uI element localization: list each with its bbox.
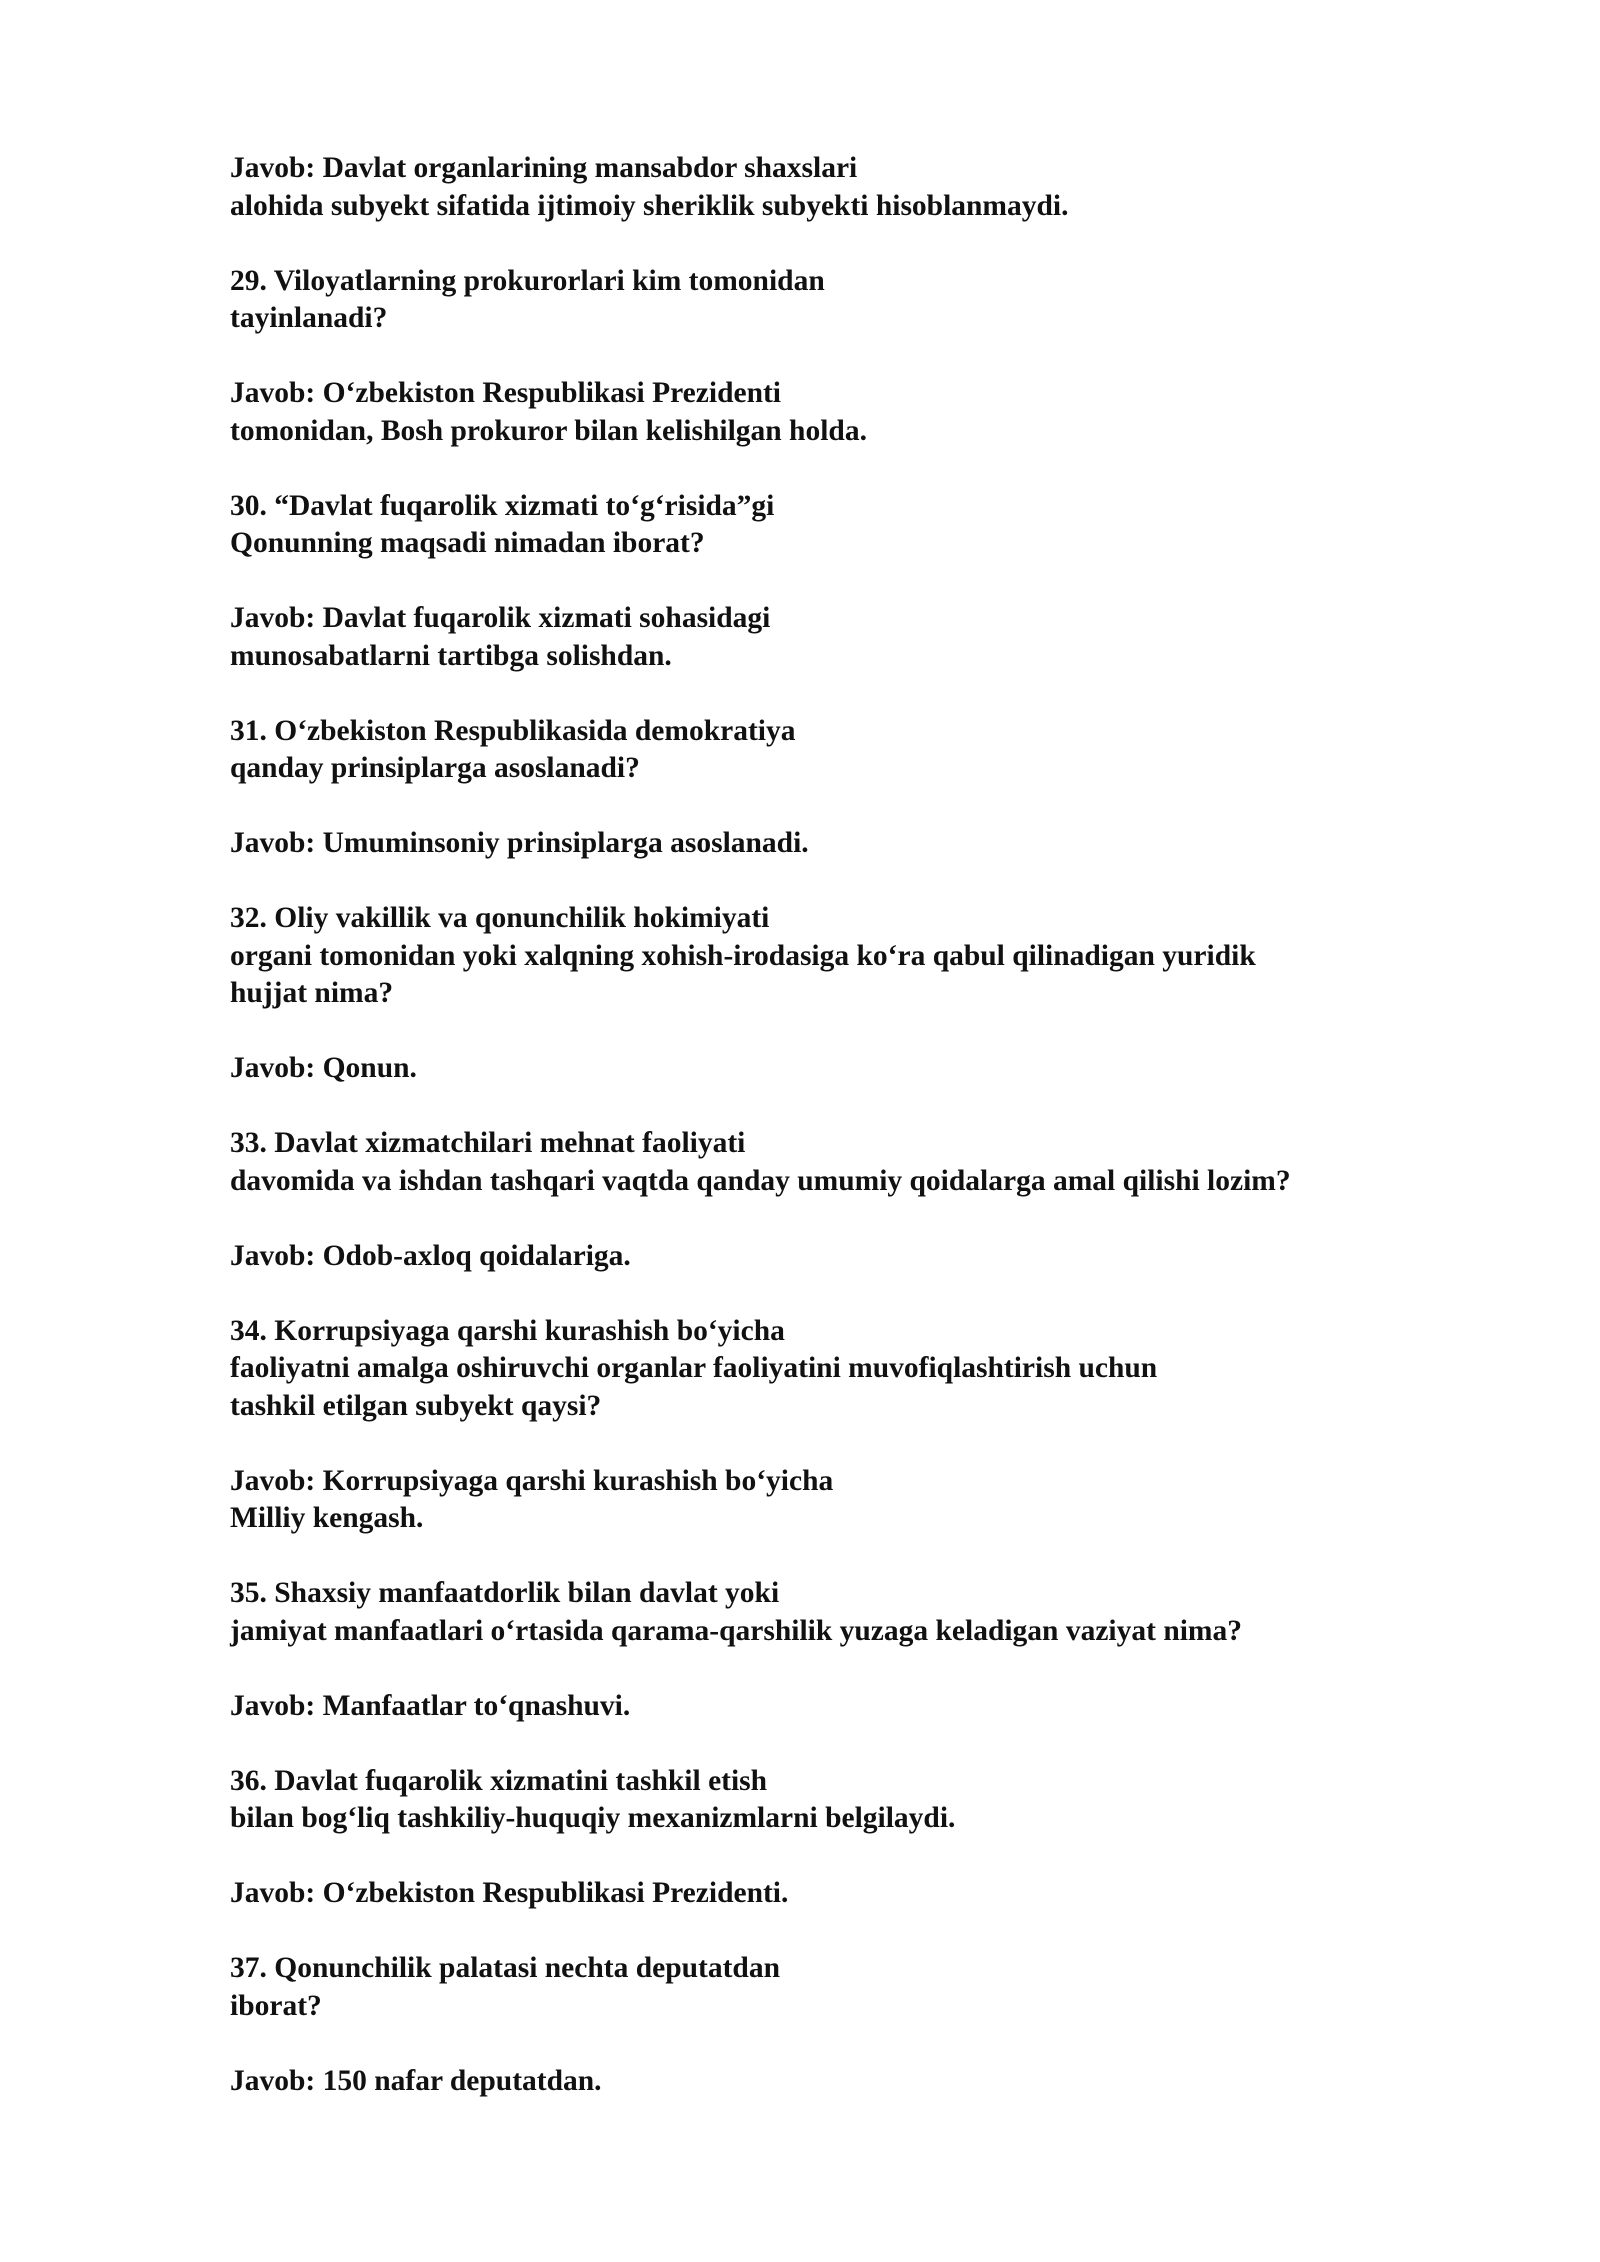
question-line: iborat? — [230, 1989, 322, 2022]
question-line: qanday prinsiplarga asoslanadi? — [230, 752, 640, 784]
answer-line: Milliy kengash. — [230, 1502, 424, 1534]
question-line: 29. Viloyatlarning prokurorlari kim tomonidan — [230, 264, 825, 297]
question-line: 37. Qonunchilik palatasi nechta deputatdan — [230, 1952, 780, 1984]
question-block — [230, 1950, 1470, 2025]
question-block — [230, 263, 1470, 338]
question-block — [230, 900, 1470, 1013]
document-body — [230, 150, 1470, 2138]
answer-line: Javob: Umuminsoniy prinsiplarga asoslanadi. — [230, 827, 809, 859]
answer-line: tomonidan, Bosh prokuror bilan kelishilgan holda. — [230, 414, 867, 447]
answer-line: alohida subyekt sifatida ijtimoiy sheriklik subyekti hisoblanmaydi. — [230, 189, 1069, 222]
answer-block — [230, 825, 1470, 863]
answer-line: Javob: Korrupsiyaga qarshi kurashish bo‘yicha — [230, 1464, 834, 1497]
question-line: tashkil etilgan subyekt qaysi? — [230, 1389, 602, 1422]
question-line: organi tomonidan yoki xalqning xohish-irodasiga ko‘ra qabul qilinadigan yuridik — [230, 939, 1256, 972]
question-block — [230, 713, 1470, 788]
answer-line: Javob: Qonun. — [230, 1052, 417, 1084]
question-line: 35. Shaxsiy manfaatdorlik bilan davlat yoki — [230, 1577, 780, 1609]
answer-line: Javob: Manfaatlar to‘qnashuvi. — [230, 1689, 631, 1722]
question-line: Qonunning maqsadi nimadan iborat? — [230, 527, 705, 559]
answer-line: munosabatlarni tartibga solishdan. — [230, 639, 672, 672]
answer-block — [230, 1875, 1470, 1913]
question-line: 36. Davlat fuqarolik xizmatini tashkil etish — [230, 1764, 768, 1797]
answer-line: Javob: O‘zbekiston Respublikasi Prezidenti — [230, 377, 781, 409]
question-line: davomida va ishdan tashqari vaqtda qanday umumiy qoidalarga amal qilishi lozim? — [230, 1164, 1291, 1197]
question-block — [230, 1125, 1470, 1200]
question-block — [230, 1313, 1470, 1426]
answer-line: Javob: Davlat fuqarolik xizmati sohasidagi — [230, 602, 771, 634]
answer-block — [230, 1238, 1470, 1276]
question-line: hujjat nima? — [230, 977, 394, 1009]
question-line: 33. Davlat xizmatchilari mehnat faoliyati — [230, 1127, 746, 1159]
question-line: 31. O‘zbekiston Respublikasida demokratiya — [230, 714, 796, 747]
question-block — [230, 1763, 1470, 1838]
question-line: bilan bog‘liq tashkiliy-huquqiy mexanizmlarni belgilaydi. — [230, 1802, 956, 1834]
answer-line: Javob: Davlat organlarining mansabdor shaxslari — [230, 152, 858, 184]
answer-block — [230, 375, 1470, 450]
question-line: 30. “Davlat fuqarolik xizmati to‘g‘risida”gi — [230, 489, 775, 522]
question-line: faoliyatni amalga oshiruvchi organlar faoliyatini muvofiqlashtirish uchun — [230, 1352, 1158, 1384]
answer-line: Javob: 150 nafar deputatdan. — [230, 2064, 602, 2097]
question-block — [230, 1575, 1470, 1650]
answer-block — [230, 600, 1470, 675]
answer-block — [230, 1688, 1470, 1726]
question-block — [230, 488, 1470, 563]
answer-block — [230, 150, 1470, 225]
question-line: jamiyat manfaatlari o‘rtasida qarama-qarshilik yuzaga keladigan vaziyat nima? — [230, 1614, 1243, 1647]
question-line: 32. Oliy vakillik va qonunchilik hokimiyati — [230, 902, 770, 934]
answer-block — [230, 1463, 1470, 1538]
answer-block — [230, 1050, 1470, 1088]
answer-block — [230, 2063, 1470, 2101]
question-line: 34. Korrupsiyaga qarshi kurashish bo‘yicha — [230, 1314, 785, 1347]
question-line: tayinlanadi? — [230, 302, 388, 334]
answer-line: Javob: Odob-axloq qoidalariga. — [230, 1239, 631, 1272]
answer-line: Javob: O‘zbekiston Respublikasi Prezidenti. — [230, 1877, 789, 1909]
